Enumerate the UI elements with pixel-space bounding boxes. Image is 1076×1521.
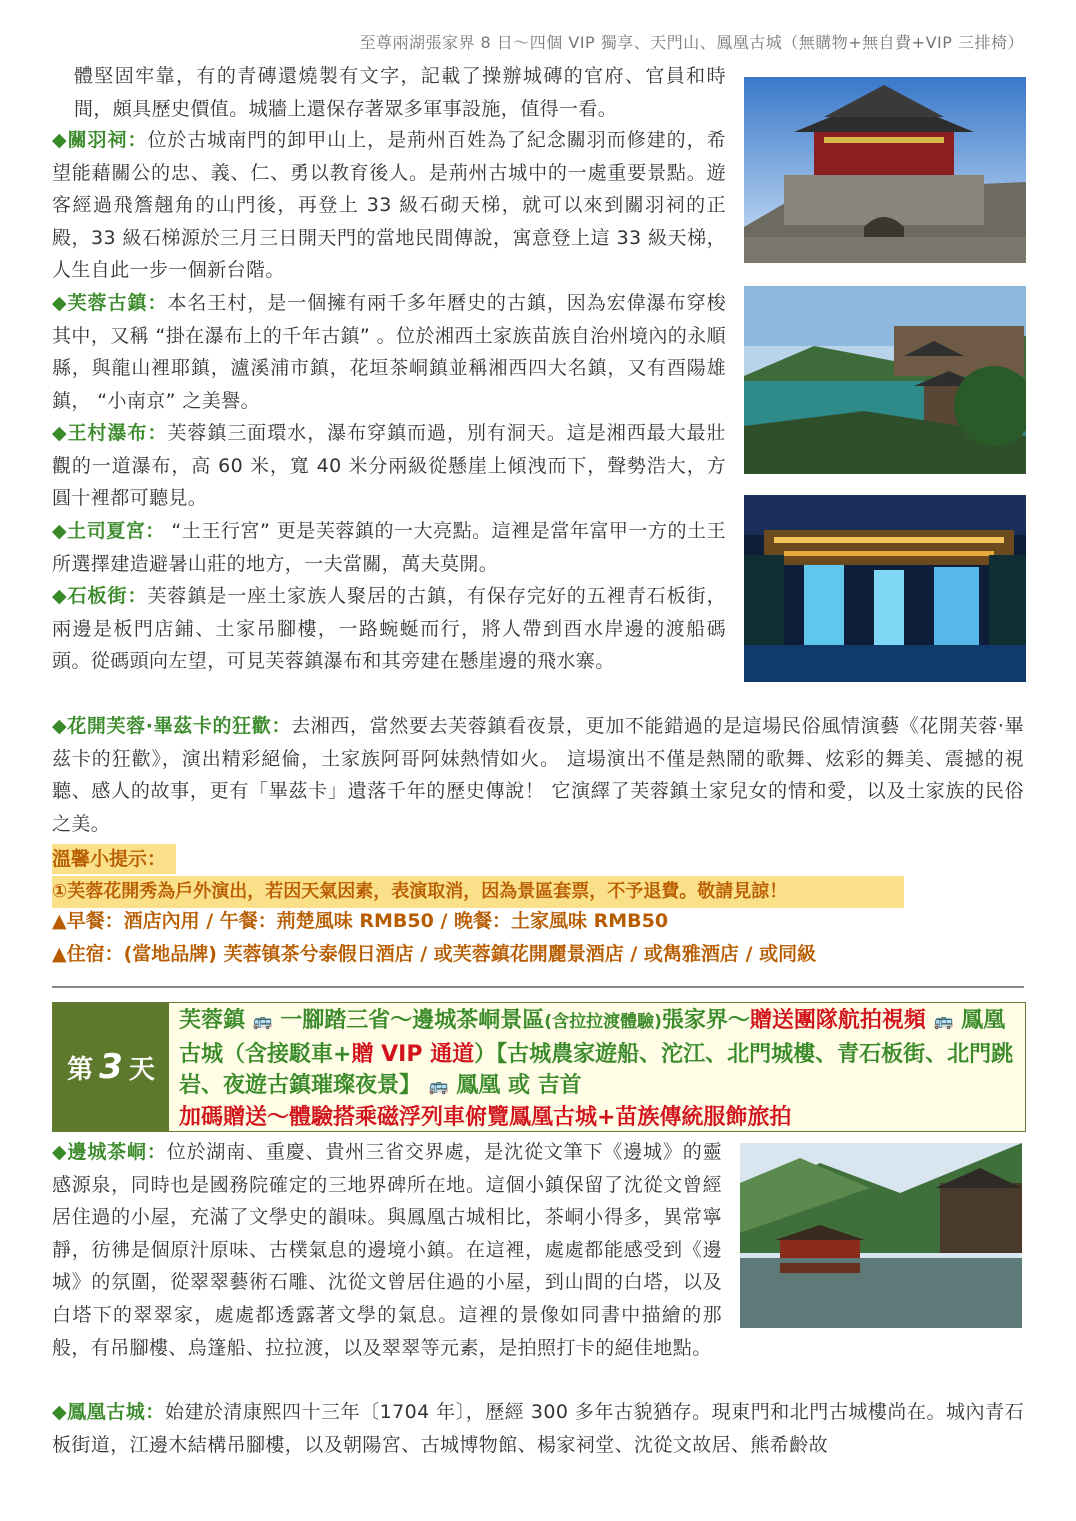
day-3-header (52, 1002, 1026, 1132)
route-note: (含拉拉渡體驗) (544, 1012, 662, 1032)
city-gate-photo (744, 77, 1026, 263)
tips-label: 溫馨小提示： (52, 844, 176, 874)
attraction-text: 芙蓉鎮三面環水，瀑布穿鎮而過，別有洞天。這是湘西最大最壯觀的一道瀑布，高 60 米，寬 40 米分兩級從懸崖上傾洩而下，聲勢浩大，方圓十裡都可聽見。 (52, 422, 726, 510)
day-route (179, 1005, 1019, 1133)
day-label-prefix: 第 (67, 1054, 94, 1085)
attraction-guanyu (52, 124, 726, 287)
diamond-bullet-icon: ◆ (52, 520, 68, 542)
attraction-title: 王村瀑布： (67, 422, 168, 444)
attraction-text: 位於古城南門的卸甲山上，是荊州百姓為了紀念關羽而修建的，希望能藉關公的忠、義、仁、勇以教育後人。是荊州古城中的一處重要景點。遊客經過飛簷翹角的山門後，再登上 33 級石砌天梯，就可以來到關羽祠的正殿，33 級石梯源於三月三日開天門的當地民間傳說，寓意登上這 33 級天梯，人生自此一步一個新台階。 (52, 129, 726, 282)
attraction-furong-town (52, 287, 726, 417)
diamond-bullet-icon: ◆ (52, 1141, 68, 1163)
attraction-title: 邊城茶峒： (67, 1141, 167, 1163)
diamond-bullet-icon: ◆ (52, 585, 68, 607)
attraction-stone-street (52, 580, 726, 678)
biancheng-river-photo (740, 1143, 1022, 1328)
meal-info: ▲早餐：酒店內用 / 午餐：荊楚風味 RMB50 / 晚餐：土家風味 RMB50 (52, 910, 669, 932)
bus-icon: 🚌 (428, 1076, 449, 1096)
attraction-tusi-palace (52, 515, 726, 580)
route-text: 芙蓉鎮 (179, 1008, 246, 1033)
bus-icon: 🚌 (252, 1011, 273, 1031)
page-header: 至尊兩湖張家界 8 日～四個 VIP 獨享、天門山、鳳凰古城（無購物+無自費+VIP 三排椅） (359, 33, 1024, 52)
day-label-suffix: 天 (128, 1054, 155, 1085)
attraction-wangcun-waterfall (52, 417, 726, 515)
diamond-bullet-icon: ◆ (52, 715, 68, 737)
attraction-text: 本名王村，是一個擁有兩千多年曆史的古鎮，因為宏偉瀑布穿梭其中，又稱 “掛在瀑布上的千年古鎮” 。位於湘西土家族苗族自治州境內的永順縣，與龍山裡耶鎮，瀘溪浦市鎮，花垣茶峒鎮並稱湘西四大名鎮，又有酉陽雄鎮， “小南京” 之美譽。 (52, 292, 726, 412)
attraction-text: 去湘西，當然要去芙蓉鎮看夜景，更加不能錯過的是這場民俗風情演藝《花開芙蓉·畢茲卡的狂歡》，演出精彩絕倫，土家族阿哥阿妹熱情如火。 這場演出不僅是熱鬧的歌舞、炫彩的舞美、震撼的視聽、感人的故事，更有「畢茲卡」遺落千年的歷史傳說！ 它演繹了芙蓉鎮土家兒女的情和愛，以及土家族的民俗之美。 (52, 715, 1024, 835)
attraction-title: 花開芙蓉·畢茲卡的狂歡： (67, 715, 292, 737)
intro-paragraph (52, 60, 726, 125)
route-text: ）【古城農家遊船、沱江、北門城樓、青石板街、北門跳岩、夜遊古鎮璀璨夜景】 (179, 1041, 1014, 1098)
attraction-biancheng (52, 1136, 722, 1364)
route-text: 鳳凰古城 (179, 1008, 1006, 1067)
furong-town-photo (744, 286, 1026, 474)
intro-text: 體堅固牢靠，有的青磚還燒製有文字，記載了操辦城磚的官府、官員和時間，頗具歷史價值。城牆上還保存著眾多軍事設施，值得一看。 (74, 65, 726, 120)
attraction-text: 芙蓉鎮是一座土家族人聚居的古鎮，有保存完好的五裡青石板街，兩邊是板門店鋪、土家吊腳樓，一路蜿蜒而行，將人帶到酉水岸邊的渡船碼頭。從碼頭向左望，可見芙蓉鎮瀑布和其旁建在懸崖邊的飛水寨。 (52, 585, 726, 673)
bonus-text: 贈送團隊航拍視頻 (749, 1008, 926, 1033)
diamond-bullet-icon: ◆ (52, 292, 68, 314)
hotel-info: ▲住宿：(當地品牌) 芙蓉镇茶兮泰假日酒店 / 或芙蓉鎮花開麗景酒店 / 或雋雅酒店 / 或同級 (52, 943, 817, 965)
day-label (53, 1003, 169, 1131)
attraction-text: 始建於清康熙四十三年〔1704 年〕，歷經 300 多年古貌猶存。現東門和北門古城樓尚在。城內青石板街道，江邊木結構吊腳樓，以及朝陽宮、古城博物館、楊家祠堂、沈從文故居、熊希齡故 (52, 1401, 1024, 1456)
attraction-text: “土王行宮” 更是芙蓉鎮的一大亮點。這裡是當年富甲一方的土王所選擇建造避暑山莊的地方，一夫當關，萬夫莫開。 (52, 520, 726, 575)
attraction-title: 芙蓉古鎮： (67, 292, 168, 314)
diamond-bullet-icon: ◆ (52, 422, 68, 444)
attraction-text: 位於湖南、重慶、貴州三省交界處，是沈從文筆下《邊城》的靈感源泉，同時也是國務院確定的三地界碑所在地。這個小鎮保留了沈從文曾經居住過的小屋，充滿了文學史的韻味。與鳳凰古城相比，茶峒小得多，異常寧靜，彷彿是個原汁原味、古樸氣息的邊境小鎮。在這裡，處處都能感受到《邊城》的氛圍，從翠翠藝術石雕、沈從文曾居住過的小屋，到山間的白塔，以及白塔下的翠翠家，處處都透露著文學的氣息。這裡的景像如同書中描繪的那般，有吊腳樓、烏篷船、拉拉渡，以及翠翠等元素，是拍照打卡的絕佳地點。 (52, 1141, 723, 1359)
route-text: 一腳踏三省～邊城茶峒景區 (280, 1008, 545, 1033)
route-text: 鳳凰 或 吉首 (456, 1073, 582, 1098)
attraction-title: 石板街： (67, 585, 148, 607)
waterfall-night-photo (744, 495, 1026, 682)
attraction-fenghuang (52, 1396, 1024, 1461)
bonus-text: 贈 VIP 通道 (351, 1041, 475, 1067)
tips-note: ①芙蓉花開秀為戶外演出，若因天氣因素，表演取消，因為景區套票，不予退費。敬請見諒！ (52, 876, 904, 908)
route-text: 張家界～ (661, 1008, 750, 1033)
day-number: 3 (99, 1047, 123, 1087)
diamond-bullet-icon: ◆ (52, 129, 68, 151)
attraction-title: 關羽祠： (67, 129, 148, 151)
section-divider (52, 986, 1024, 988)
attraction-title: 鳳凰古城： (67, 1401, 165, 1423)
attraction-title: 土司夏宮： (67, 520, 165, 542)
route-text: （含接駁車+ (223, 1041, 352, 1067)
attraction-bizika-show (52, 710, 1024, 840)
bonus-text: 加碼贈送～體驗搭乘磁浮列車俯覽鳳凰古城+苗族傳統服飾旅拍 (179, 1104, 792, 1130)
bus-icon: 🚌 (933, 1011, 954, 1031)
diamond-bullet-icon: ◆ (52, 1401, 68, 1423)
